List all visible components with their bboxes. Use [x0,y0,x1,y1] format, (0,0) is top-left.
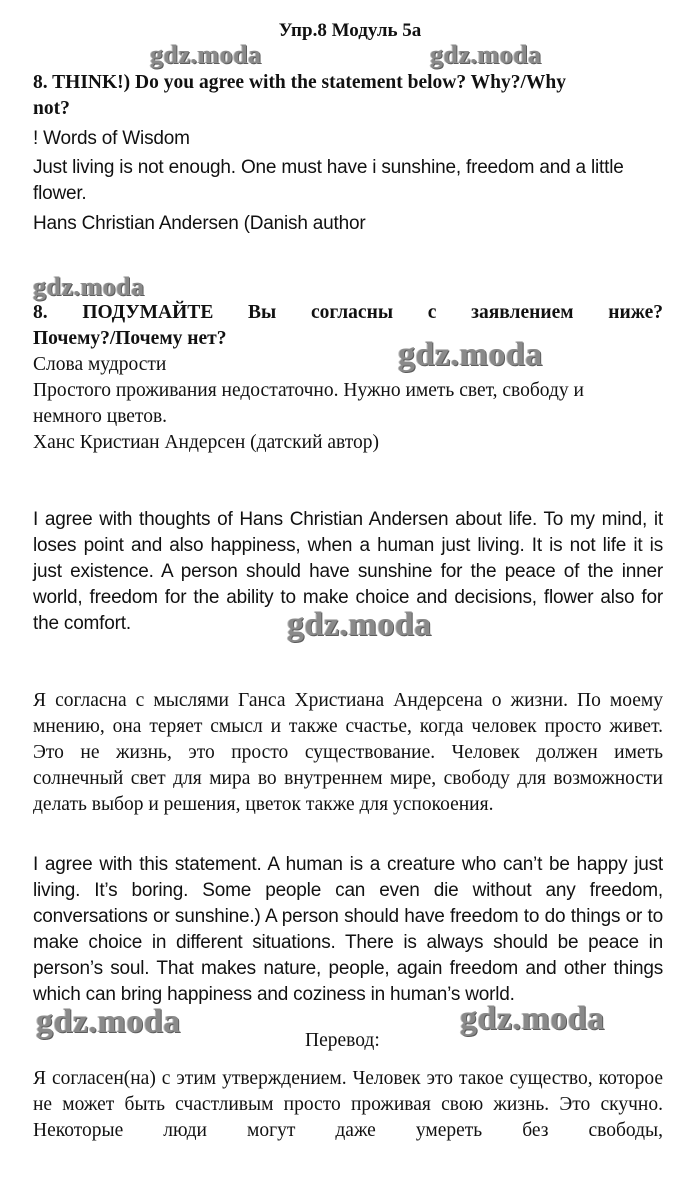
translation-label: Перевод: [305,1030,380,1051]
task-english-quote [33,126,663,237]
words-of-wisdom-label: ! Words of Wisdom [33,128,190,149]
task-ru-heading-line-2: Почему?/Почему нет? [33,328,227,349]
answer-1-english [33,507,663,637]
answer-paragraph: I agree with this statement. A human is a creature who can’t be happy just living. It’s boring. Some people can even die without any freedom, conversations or sunshine.) A person should have freedom to do things or to make choice in different situations. There is always should be peace in person’s soul. That makes nature, people, again freedom and other things which can bring happiness and coziness in human’s world. [33,854,663,1005]
ru-quote-line-2: немного цветов. [33,406,168,427]
quote-line-1: Just living is not enough. One must have i sunshine, freedom and a little [33,157,624,178]
watermark: gdz.moda [33,272,145,301]
ru-words-label: Слова мудрости [33,354,167,375]
watermark: gdz.moda [287,606,432,643]
task-heading-line-1: 8. THINK!) Do you agree with the statement below? Why?/Why [33,72,566,93]
answer-paragraph: Я согласен(на) с этим утверждением. Человек это такое существо, которое не может быть счастливым просто проживая свою жизнь. Это скучно. Некоторые люди могут даже умереть без свободы, [33,1068,663,1141]
page-title: Упр.8 Модуль 5а [278,20,422,41]
task-heading-line-2: not? [33,98,70,119]
quote-line-2: flower. [33,183,87,204]
watermark: gdz.moda [398,336,543,373]
watermark: gdz.moda [460,1000,605,1037]
watermark: gdz.moda [430,40,542,69]
watermark: gdz.moda [36,1003,181,1040]
ru-quote-line-1: Простого проживания недостаточно. Нужно иметь свет, свободу и [33,380,584,401]
ru-quote-author: Ханс Кристиан Андерсен (датский автор) [33,432,380,453]
answer-2-english [33,852,663,1008]
answer-1-russian [33,688,663,818]
quote-author: Hans Christian Andersen (Danish author [33,213,366,234]
task-ru-heading-line-1: 8. ПОДУМАЙТЕ Вы согласны с заявлением ниже? [33,302,663,323]
answer-paragraph: I agree with thoughts of Hans Christian Andersen about life. To my mind, it loses point and also happiness, when a human just living. It is not life it is just existence. A person should have sunshine for the peace of the inner world, freedom for the ability to make choice and decisions, flower also for the comfort. [33,509,663,634]
watermark: gdz.moda [150,40,262,69]
task-english [33,70,663,122]
answer-2-russian [33,1066,663,1144]
answer-paragraph: Я согласна с мыслями Ганса Христиана Андерсена о жизни. По моему мнению, она теряет смысл и также счастье, когда человек просто живет. Это не жизнь, это просто существование. Человек должен иметь солнечный свет для мира во внутреннем мире, свободу для возможности делать выбор и решения, цветок также для успокоения. [33,690,663,815]
task-russian [33,300,663,456]
